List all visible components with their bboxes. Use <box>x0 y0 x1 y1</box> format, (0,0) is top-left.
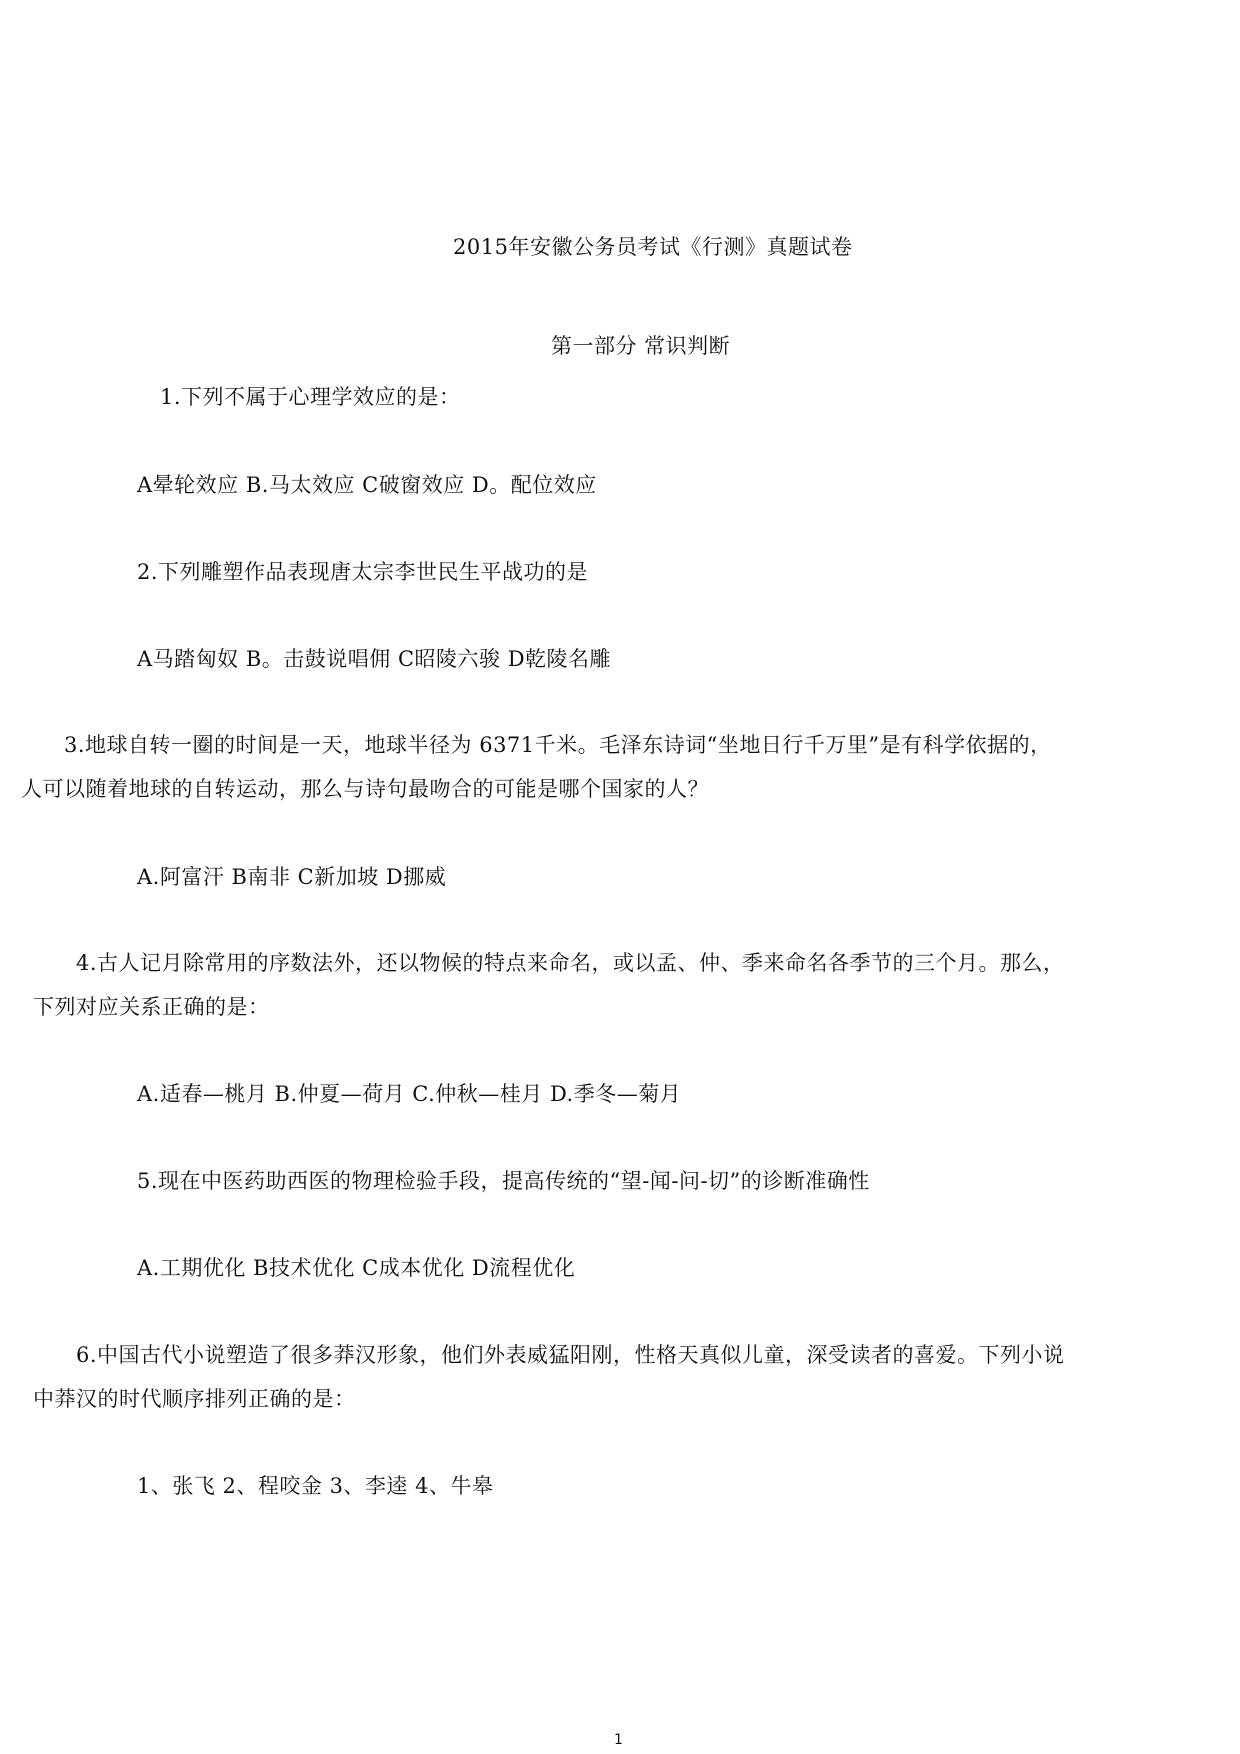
question-6-options: 1、张飞 2、程咬金 3、李逵 4、牛皋 <box>137 1474 494 1498</box>
section-heading: 第一部分 常识判断 <box>551 334 731 358</box>
page-number: 1 <box>614 1732 623 1748</box>
question-1-stem: 1.下列不属于心理学效应的是： <box>160 385 461 409</box>
document-title: 2015年安徽公务员考试《行测》真题试卷 <box>453 235 853 259</box>
question-5-stem: 5.现在中医药助西医的物理检验手段，提高传统的“望-闻-问-切”的诊断准确性 <box>137 1169 870 1193</box>
question-3-stem-line-1: 3.地球自转一圈的时间是一天，地球半径为 6371千米。毛泽东诗词“坐地日行千万里”是有科学依据的， <box>64 733 1052 757</box>
question-5-options: A.工期优化 B技术优化 C成本优化 D流程优化 <box>137 1256 576 1280</box>
question-1-options: A晕轮效应 B.马太效应 C破窗效应 D。配位效应 <box>137 473 597 497</box>
question-2-options: A马踏匈奴 B。击鼓说唱佣 C昭陵六骏 D乾陵名雕 <box>137 647 612 671</box>
question-6-stem-line-1: 6.中国古代小说塑造了很多莽汉形象，他们外表威猛阳刚，性格天真似儿童，深受读者的喜爱。下列小说 <box>76 1343 1065 1367</box>
question-3-options: A.阿富汗 B南非 C新加坡 D挪威 <box>137 865 447 889</box>
question-4-stem-line-2: 下列对应关系正确的是： <box>33 995 270 1019</box>
question-2-stem: 2.下列雕塑作品表现唐太宗李世民生平战功的是 <box>137 560 589 584</box>
question-4-options: A.适春—桃月 B.仲夏—荷月 C.仲秋—桂月 D.季冬—菊月 <box>137 1082 682 1106</box>
question-6-stem-line-2: 中莽汉的时代顺序排列正确的是： <box>33 1387 356 1411</box>
question-3-stem-line-2: 人可以随着地球的自转运动，那么与诗句最吻合的可能是哪个国家的人？ <box>21 777 709 801</box>
question-4-stem-line-1: 4.古人记月除常用的序数法外，还以物候的特点来命名，或以孟、仲、季来命名各季节的三个月。那么， <box>76 951 1065 975</box>
